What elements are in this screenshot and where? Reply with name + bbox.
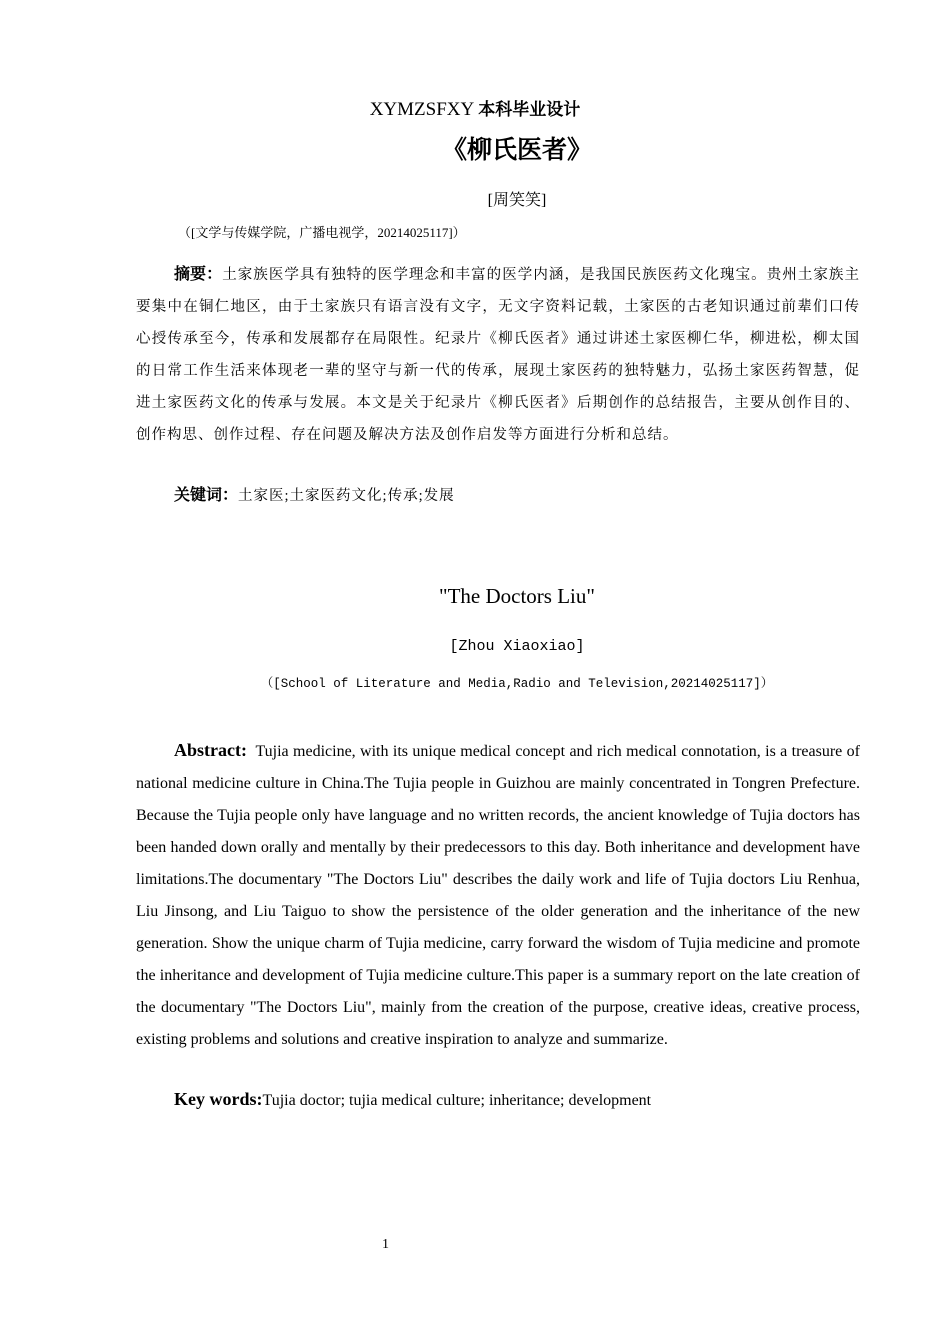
zh-keywords [174,482,455,505]
zh-abstract-text: 土家族医学具有独特的医学理念和丰富的医学内涵，是我国民族医药文化瑰宝。贵州土家族主要集中在铜仁地区，由于土家族只有语言没有文字，无文字资料记载，土家医的古老知识通过前辈们口传心授传承至今，传承和发展都存在局限性。纪录片《柳氏医者》通过讲述土家医柳仁华，柳进松，柳太国的日常工作生活来体现老一辈的坚守与新一代的传承，展现土家医药的独特魅力，弘扬土家医药智慧，促进土家医药文化的传承与发展。本文是关于纪录片《柳氏医者》后期创作的总结报告，主要从创作目的、创作构思、创作过程、存在问题及解决方法及创作启发等方面进行分析和总结。 [136,267,860,443]
zh-abstract-label: 摘要： [174,264,223,283]
affiliation: （[文学与传媒学院，广播电视学，20214025117]） [178,225,466,240]
zh-keywords-label: 关键词： [174,485,239,504]
en-abstract-text: Tujia medicine, with its unique medical concept and rich medical connotation, is a treasure of national medicine culture in China.The Tujia people in Guizhou are mainly concentrated in Tongren Prefecture. Because the Tujia people only have language and no written records, the ancient knowledge of Tujia doctors has been handed down orally and mentally by their predecessors to this day. Both inheritance and development have limitations.The documentary "The Doctors Liu" describes the daily work and life of Tujia doctors Liu Renhua, Liu Jinsong, and Liu Taiguo to show the persistence of the older generation and the inheritance of the new generation. Show the unique charm of Tujia medicine, carry forward the wisdom of Tujia medicine and promote the inheritance and development of Tujia medicine culture.This paper is a summary report on the late creation of the documentary "The Doctors Liu", mainly from the creation of the purpose, creative ideas, creative process, existing problems and solutions and creative inspiration to analyze and summarize. [136,743,860,1048]
en-abstract-label: Abstract: [174,740,247,760]
en-keywords [174,1089,651,1110]
english-title: "The Doctors Liu" [439,584,595,608]
author: [周笑笑] [487,192,547,209]
header-label: 本科毕业设计 [478,100,581,120]
zh-abstract [136,258,860,451]
english-author: [Zhou Xiaoxiao] [449,638,585,655]
en-abstract [136,734,860,1056]
page-title: 《柳氏医者》 [441,135,592,164]
english-affiliation: （[School of Literature and Media,Radio and Television,20214025117]） [260,677,774,691]
en-keywords-text: Tujia doctor; tujia medical culture; inheritance; development [262,1092,652,1109]
en-keywords-label: Key words: [174,1089,263,1109]
page-number: 1 [382,1237,389,1252]
document-header [0,95,950,121]
zh-keywords-text: 土家医;土家医药文化;传承;发展 [238,488,455,504]
header-code: XYMZSFXY [369,99,474,120]
